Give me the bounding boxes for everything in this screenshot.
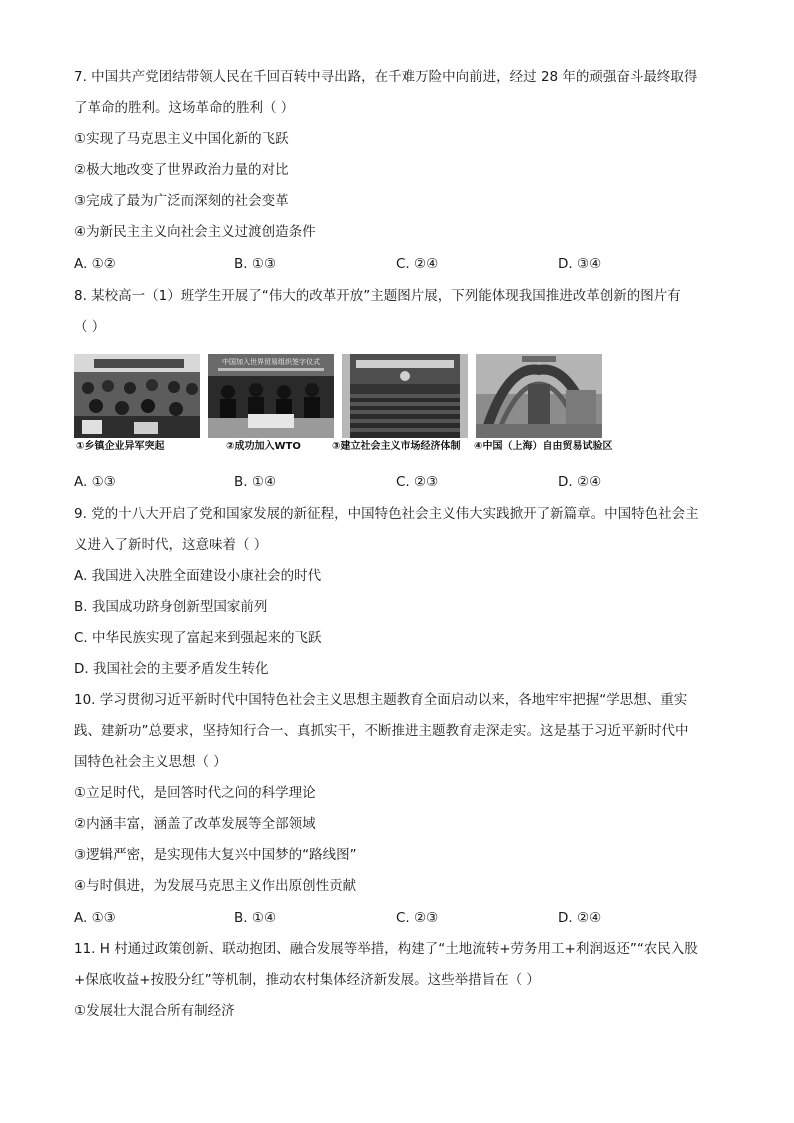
q9-choice-a[interactable]: A. 我国进入决胜全面建设小康社会的时代 (74, 568, 322, 584)
q7-option-c[interactable]: C. ②④ (396, 256, 439, 272)
q7-option-a[interactable]: A. ①② (74, 256, 116, 272)
q10-item-4: ④与时俱进，为发展马克思主义作出原创性贡献 (74, 878, 357, 894)
q8-photo-caption-2: ②成功加入WTO (226, 441, 301, 452)
q10-option-c[interactable]: C. ②③ (396, 910, 439, 926)
q7-option-d[interactable]: D. ③④ (558, 256, 602, 272)
q8-stem-line-1: 8. 某校高一（1）班学生开展了“伟大的改革开放”主题图片展，下列能体现我国推进改革创新的图片有 (74, 288, 681, 304)
q8-photo-row (74, 354, 634, 458)
q8-photo-wto-accession (208, 354, 334, 438)
q9-choice-c[interactable]: C. 中华民族实现了富起来到强起来的飞跃 (74, 630, 322, 646)
q10-option-d[interactable]: D. ②④ (558, 910, 602, 926)
q10-stem-line-1: 10. 学习贯彻习近平新时代中国特色社会主义思想主题教育全面启动以来，各地牢牢把握“学思想、重实 (74, 692, 688, 708)
q10-stem-line-2: 践、建新功”总要求，坚持知行合一、真抓实干，不断推进主题教育走深走实。这是基于习近平新时代中 (74, 723, 689, 739)
q11-item-1: ①发展壮大混合所有制经济 (74, 1003, 235, 1019)
q8-options (74, 472, 734, 492)
q7-options (74, 254, 734, 274)
q7-item-4: ④为新民主主义向社会主义过渡创造条件 (74, 224, 316, 240)
q10-item-1: ①立足时代，是回答时代之问的科学理论 (74, 785, 316, 801)
q9-choice-b[interactable]: B. 我国成功跻身创新型国家前列 (74, 599, 268, 615)
q8-option-d[interactable]: D. ②④ (558, 474, 602, 490)
q7-stem-line-1: 7. 中国共产党团结带领人民在千回百转中寻出路，在千难万险中向前进，经过 28 年的顽强奋斗最终取得 (74, 69, 698, 85)
q10-option-a[interactable]: A. ①③ (74, 910, 116, 926)
q8-option-c[interactable]: C. ②③ (396, 474, 439, 490)
q10-option-b[interactable]: B. ①④ (234, 910, 277, 926)
q9-stem-line-1: 9. 党的十八大开启了党和国家发展的新征程，中国特色社会主义伟大实践掀开了新篇章。中国特色社会主 (74, 506, 699, 522)
q7-stem-line-2: 了革命的胜利。这场革命的胜利（ ） (74, 100, 295, 116)
q11-stem-line-1: 11. H 村通过政策创新、联动抱团、融合发展等举措，构建了“土地流转+劳务用工+利润返还”“农民入股 (74, 941, 698, 957)
q7-option-b[interactable]: B. ①③ (234, 256, 277, 272)
q8-stem-line-2: （ ） (74, 319, 106, 335)
q10-options (74, 908, 734, 928)
q10-item-3: ③逻辑严密，是实现伟大复兴中国梦的“路线图” (74, 847, 357, 863)
q8-photo-2-banner: 中国加入世界贸易组织签字仪式 (222, 358, 320, 366)
q8-photo-township-enterprises (74, 354, 200, 438)
q8-photo-shanghai-ftz (476, 354, 602, 438)
q7-item-1: ①实现了马克思主义中国化新的飞跃 (74, 131, 289, 147)
q8-option-b[interactable]: B. ①④ (234, 474, 277, 490)
q7-item-2: ②极大地改变了世界政治力量的对比 (74, 162, 289, 178)
q8-photo-caption-1: ①乡镇企业异军突起 (76, 441, 165, 452)
q8-photo-caption-3: ③建立社会主义市场经济体制 (332, 441, 461, 452)
q10-stem-line-3: 国特色社会主义思想（ ） (74, 754, 227, 770)
q11-stem-line-2: +保底收益+按股分红”等机制，推动农村集体经济新发展。这些举措旨在（ ） (74, 972, 540, 988)
q8-photo-caption-4: ④中国（上海）自由贸易试验区 (474, 441, 613, 452)
q8-photo-market-economy-congress (342, 354, 468, 438)
q8-option-a[interactable]: A. ①③ (74, 474, 116, 490)
q9-stem-line-2: 义进入了新时代，这意味着（ ） (74, 537, 268, 553)
q7-item-3: ③完成了最为广泛而深刻的社会变革 (74, 193, 289, 209)
q10-item-2: ②内涵丰富，涵盖了改革发展等全部领域 (74, 816, 316, 832)
q9-choice-d[interactable]: D. 我国社会的主要矛盾发生转化 (74, 661, 269, 677)
